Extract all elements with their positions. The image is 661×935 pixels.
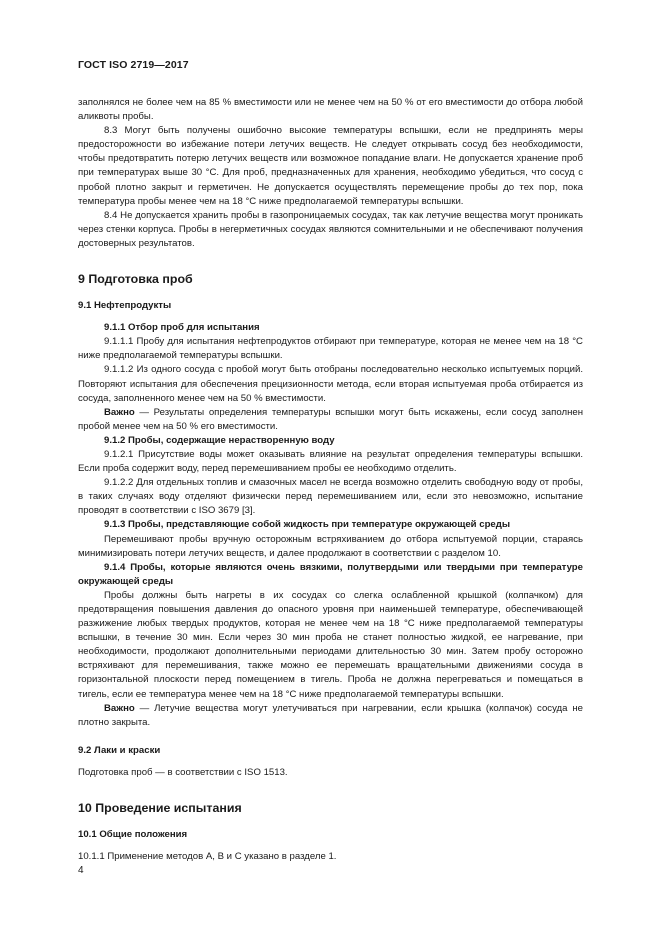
section-10-heading: 10 Проведение испытания <box>78 801 242 816</box>
section-10-1-heading: 10.1 Общие положения <box>78 829 188 841</box>
note-label: Важно <box>104 702 135 714</box>
section-9-1-1-heading: 9.1.1 Отбор проб для испытания <box>104 322 260 334</box>
section-9-1-4-heading: 9.1.4 Пробы, которые являются очень вязкими, полутвердыми или твердыми при температуре окружающей среды <box>78 561 583 587</box>
section-9-1-2-heading: 9.1.2 Пробы, содержащие нерастворенную воду <box>104 434 335 446</box>
note-important-2 <box>78 702 583 730</box>
note-text: — Летучие вещества могут улетучиваться при нагревании, если крышка (колпачок) сосуда не плотно закрыта. <box>78 702 583 728</box>
clause-9-1-2-1: 9.1.2.1 Присутствие воды может оказывать влияние на результат определения температуры вспышки. Если проба содержит воду, перед перемешиванием пробы ее необходимо отделить. <box>78 448 583 475</box>
paragraph-continuation: заполнялся не более чем на 85 % вместимости или не менее чем на 50 % от его вместимости до отбора любой аликвоты пробы. <box>78 97 583 123</box>
clause-9-1-4: Пробы должны быть нагреты в их сосудах со слегка ослабленной крышкой (колпачком) для предотвращения повышения давления до опасного уровня при наименьшей температуре, обеспечивающей разжижение любых твердых продуктов, которая не менее чем на 18 °С ниже предполагаемой температуры вспышки, в течение 30 мин. Если через 30 мин проба не станет полностью жидкой, ее нагревание, при необходимости, продолжают дополнительными периодами длительностью 30 мин. Затем пробу осторожно встряхивают для перемешивания, также можно ее перемешать вращательными движениями сосуда в горизонтальной плоскости перед помещением в тигель. Проба не должна перегреваться и помещаться в тигель, если ее температура менее чем на 18 °С ниже предполагаемой температуры вспышки. <box>78 589 583 700</box>
clause-9-2: Подготовка проб — в соответствии с ISO 1513. <box>78 766 288 778</box>
clause-10-1-1: 10.1.1 Применение методов А, В и С указано в разделе 1. <box>78 851 337 863</box>
clause-9-1-1-2: 9.1.1.2 Из одного сосуда с пробой могут быть отобраны последовательно несколько испытуемых порций. Повторяют испытания для обеспечения прецизионности метода, если вторая испытуемая проба отбирается из сосуда, заполненного менее чем на 50 % вместимости. <box>78 364 583 404</box>
section-9-1-heading: 9.1 Нефтепродукты <box>78 300 172 312</box>
document-body <box>78 96 583 864</box>
clause-8-4: 8.4 Не допускается хранить пробы в газопроницаемых сосудах, так как летучие вещества могут проникать через стенки корпуса. Пробы в негерметичных сосудах являются сомнительными и не обеспечивают получения достоверных результатов. <box>78 209 583 249</box>
note-important-1 <box>78 406 583 434</box>
page-number: 4 <box>78 865 84 876</box>
clause-9-1-3: Перемешивают пробы вручную осторожным встряхиванием до отбора испытуемой порции, стараясь минимизировать потери летучих веществ, и далее продолжают в соответствии с разделом 10. <box>78 533 583 559</box>
clause-8-3: 8.3 Могут быть получены ошибочно высокие температуры вспышки, если не предпринять меры предосторожности во избежание потери летучих веществ. Не следует открывать сосуд без необходимости, чтобы предотвратить потерю летучих веществ или возможное попадание влаги. Не допускается хранение проб при температурах выше 30 °С. Для проб, предназначенных для хранения, необходимо убедиться, что сосуд с пробой плотно закрыт и герметичен. Не допускается осуществлять перемещение пробы до тех пор, пока температура пробы менее чем на 18 °С ниже предполагаемой температуры вспышки. <box>78 125 583 207</box>
clause-9-1-2-2: 9.1.2.2 Для отдельных топлив и смазочных масел не всегда возможно отделить свободную воду от пробы, в таких случаях воду отделяют физически перед перемешиванием или, если это невозможно, испытание проводят в соответствии с ISO 3679 [3]. <box>78 477 583 517</box>
clause-9-1-1-1: 9.1.1.1 Пробу для испытания нефтепродуктов отбирают при температуре, которая не менее чем на 18 °С ниже предполагаемой температуры вспышки. <box>78 336 583 362</box>
document-header: ГОСТ ISO 2719—2017 <box>78 59 189 71</box>
section-9-1-3-heading: 9.1.3 Пробы, представляющие собой жидкость при температуре окружающей среды <box>104 519 511 531</box>
section-9-2-heading: 9.2 Лаки и краски <box>78 744 161 756</box>
note-label: Важно <box>104 406 135 418</box>
section-9-heading: 9 Подготовка проб <box>78 272 193 287</box>
note-text: — Результаты определения температуры вспышки могут быть искажены, если сосуд заполнен пробой менее чем на 50 % его вместимости. <box>78 406 583 432</box>
